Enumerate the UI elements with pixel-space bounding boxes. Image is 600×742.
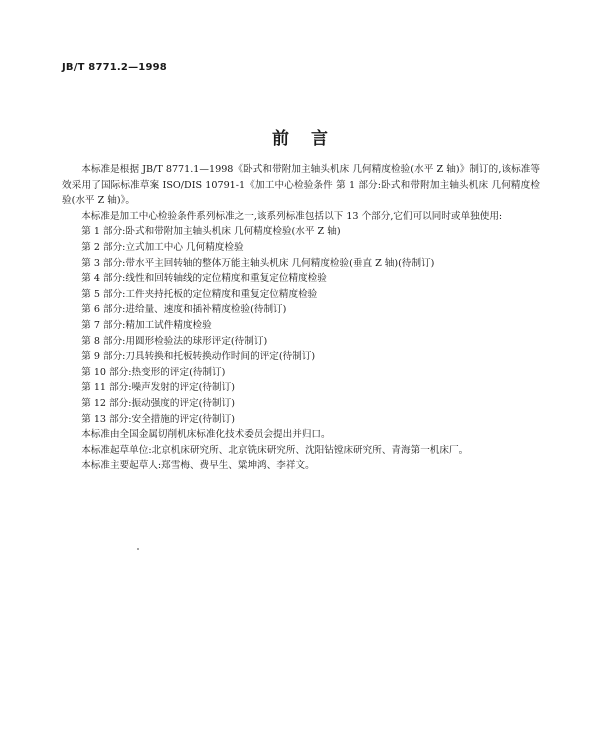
- list-item: 第 4 部分:线性和回转轴线的定位精度和重复定位精度检验: [81, 273, 327, 285]
- list-item: 第 13 部分:安全措施的评定(待制订): [81, 413, 235, 425]
- list-item: 第 5 部分:工件夹持托板的定位精度和重复定位精度检验: [81, 288, 318, 300]
- list-item: 第 8 部分:用圆形检验法的球形评定(待制订): [81, 335, 268, 347]
- foreword-body: [62, 162, 540, 474]
- parts-list: [62, 224, 540, 427]
- list-item: 第 2 部分:立式加工中心 几何精度检验: [81, 241, 244, 253]
- drafting-units-paragraph: 本标准起草单位:北京机床研究所、北京铣床研究所、沈阳钻镗床研究所、青海第一机床厂。: [81, 444, 469, 456]
- page-title: 前言: [272, 129, 350, 149]
- list-item: 第 10 部分:热变形的评定(待制订): [81, 366, 226, 378]
- list-item: 第 11 部分:噪声发射的评定(待制订): [81, 382, 235, 394]
- list-item: 第 12 部分:振动强度的评定(待制订): [81, 397, 235, 409]
- list-item: 第 9 部分:刀具转换和托板转换动作时间的评定(待制订): [81, 351, 316, 363]
- scan-speck: [137, 548, 139, 550]
- list-item: 第 3 部分:带水平主回转轴的整体万能主轴头机床 几何精度检验(垂直 Z 轴)(待制订): [81, 257, 435, 269]
- proposer-paragraph: 本标准由全国金属切削机床标准化技术委员会提出并归口。: [81, 429, 331, 441]
- intro-paragraph-1: 本标准是根据 JB/T 8771.1—1998《卧式和带附加主轴头机床 几何精度检验(水平 Z 轴)》制订的,该标准等效采用了国际标准草案 ISO/DIS 10791-1《加工中心检验条件 第 1 部分:卧式和带附加主轴头机床 几何精度检验(水平 Z 轴)》。: [62, 164, 540, 207]
- list-item: 第 7 部分:精加工试件精度检验: [81, 319, 212, 331]
- intro-paragraph-2: 本标准是加工中心检验条件系列标准之一,该系列标准包括以下 13 个部分,它们可以同时或单独使用:: [81, 210, 503, 222]
- drafters-paragraph: 本标准主要起草人:郑雪梅、费早生、粱坤鸿、李祥文。: [81, 460, 315, 472]
- list-item: 第 6 部分:进给量、速度和插补精度检验(待制订): [81, 304, 287, 316]
- list-item: 第 1 部分:卧式和带附加主轴头机床 几何精度检验(水平 Z 轴): [81, 226, 341, 238]
- standard-code: JB/T 8771.2—1998: [62, 62, 167, 73]
